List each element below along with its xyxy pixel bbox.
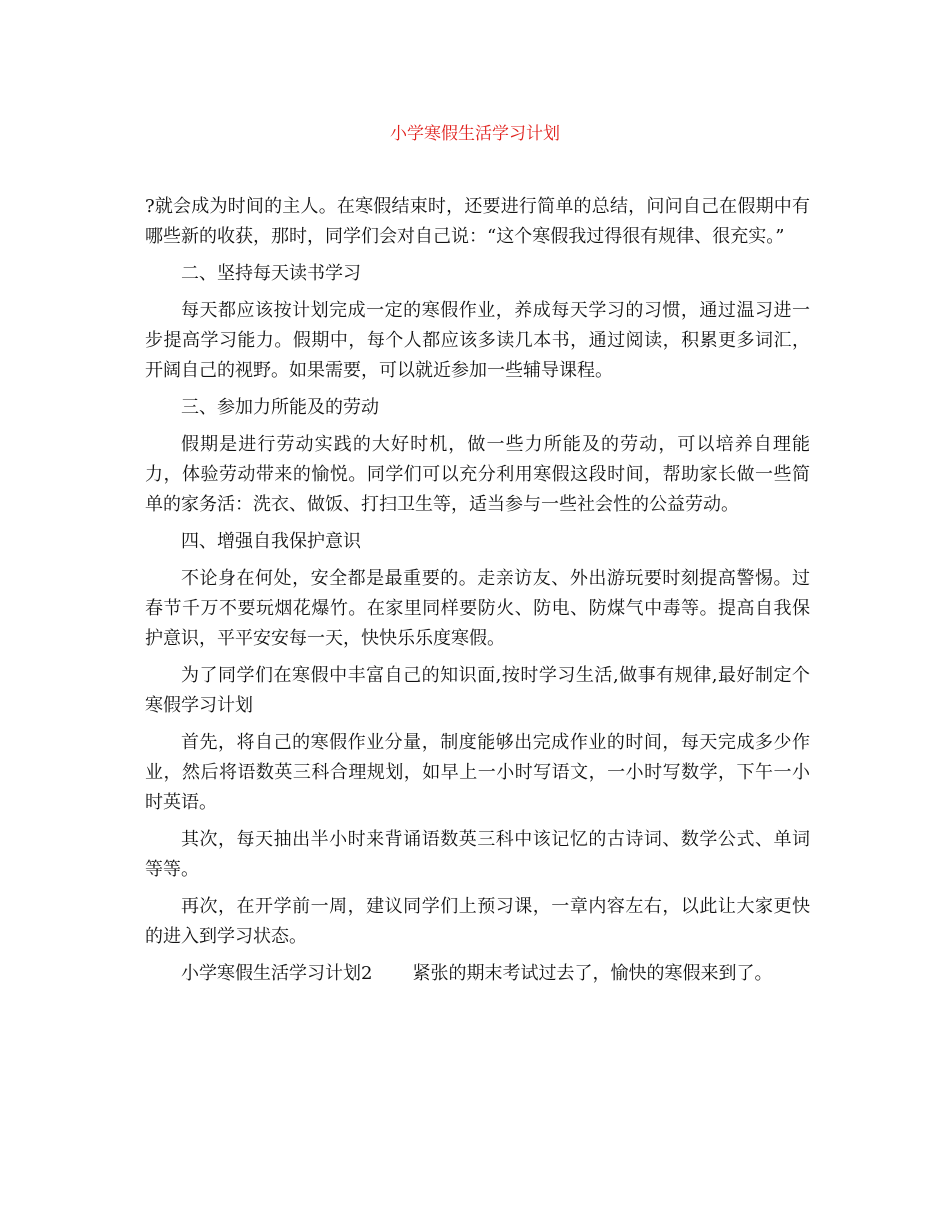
document-body <box>145 192 810 996</box>
section-heading-safety: 四、增强自我保护意识 <box>181 531 361 552</box>
footer-heading: 小学寒假生活学习计划2 <box>181 963 373 984</box>
paragraph-safety: 不论身在何处，安全都是最重要的。走亲访友、外出游玩要时刻提高警惕。过春节千万不要玩烟花爆竹。在家里同样要防火、防电、防煤气中毒等。提高自我保护意识，平平安安每一天，快快乐乐度寒假。 <box>145 568 810 649</box>
footer-text: 紧张的期末考试过去了，愉快的寒假来到了。 <box>412 963 773 984</box>
paragraph-labor: 假期是进行劳动实践的大好时机，做一些力所能及的劳动，可以培养自理能力，体验劳动带来的愉悦。同学们可以充分利用寒假这段时间，帮助家长做一些简单的家务活：洗衣、做饭、打扫卫生等，适当参与一些社会性的公益劳动。 <box>145 434 810 515</box>
paragraph-plan-intro: 为了同学们在寒假中丰富自己的知识面,按时学习生活,做事有规律,最好制定个寒假学习计划 <box>145 665 810 716</box>
paragraph-first: 首先，将自己的寒假作业分量，制度能够出完成作业的时间，每天完成多少作业，然后将语数英三科合理规划，如早上一小时写语文，一小时写数学，下午一小时英语。 <box>145 732 810 813</box>
footer-line <box>145 959 810 989</box>
paragraph-intro-continuation: ?就会成为时间的主人。在寒假结束时，还要进行简单的总结，问问自己在假期中有哪些新的收获，那时，同学们会对自己说：“这个寒假我过得很有规律、很充实。” <box>145 196 810 247</box>
paragraph-second: 其次，每天抽出半小时来背诵语数英三科中该记忆的古诗词、数学公式、单词等等。 <box>145 829 810 880</box>
paragraph-reading: 每天都应该按计划完成一定的寒假作业，养成每天学习的习惯，通过温习进一步提高学习能力。假期中，每个人都应该多读几本书，通过阅读，积累更多词汇，开阔自己的视野。如果需要，可以就近参加一些辅导课程。 <box>145 300 810 381</box>
section-heading-labor: 三、参加力所能及的劳动 <box>181 397 379 418</box>
document-title: 小学寒假生活学习计划 <box>390 124 560 144</box>
paragraph-third: 再次，在开学前一周，建议同学们上预习课，一章内容左右，以此让大家更快的进入到学习状态。 <box>145 896 810 947</box>
section-heading-reading: 二、坚持每天读书学习 <box>181 263 361 284</box>
